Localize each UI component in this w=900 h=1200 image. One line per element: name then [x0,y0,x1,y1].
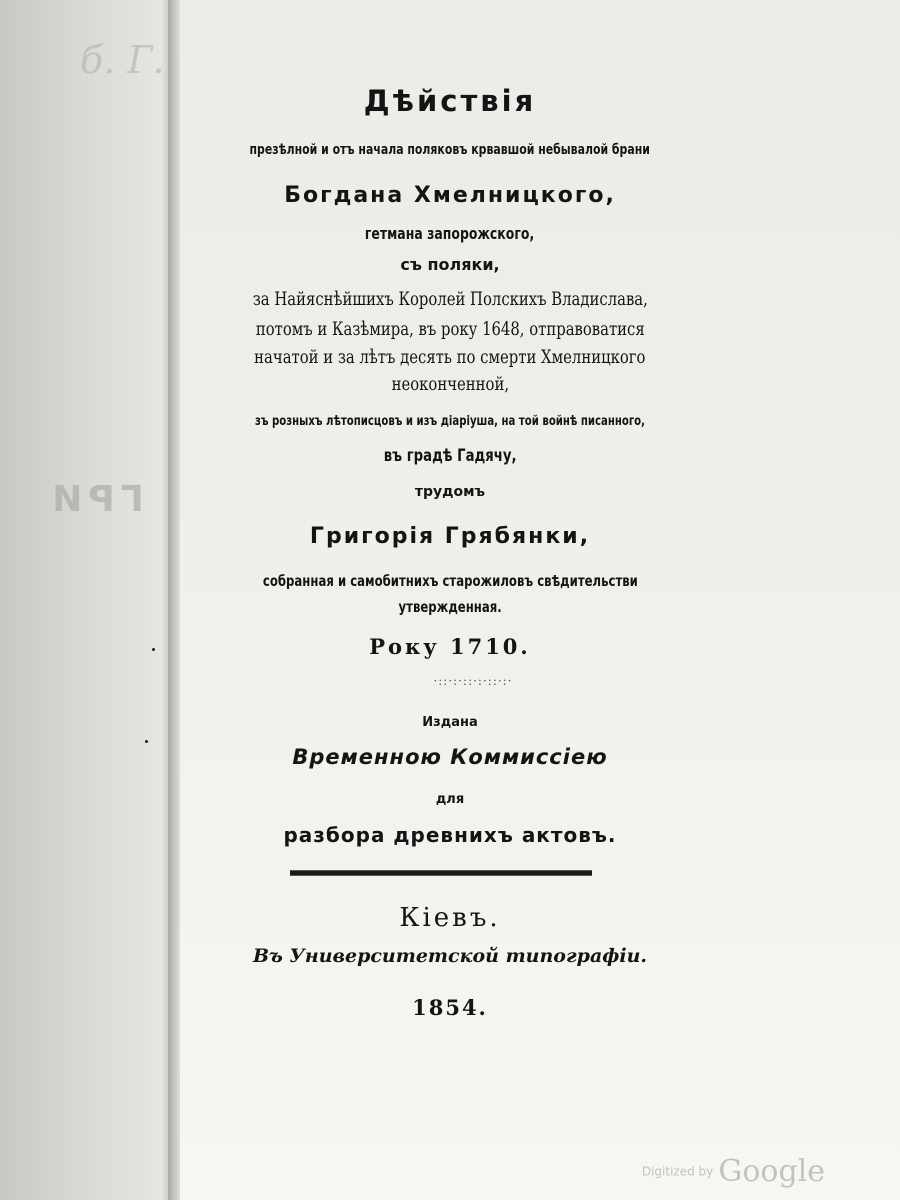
ornament-dots: ·::·:·::·:·::·:· [433,674,513,688]
google-watermark [635,1154,825,1194]
purpose-line: разбора древнихъ актовъ. [283,823,617,847]
subtitle-line-8: утвержденная. [398,598,502,616]
city-line: въ градѣ Гадячу, [383,446,517,466]
speck [145,740,148,743]
subtitle-line-2: за Найяснѣйшихъ Королей Полскихъ Владислава, [252,288,648,310]
printing-press: Въ Университетской типографіи. [252,945,648,967]
left-page-pencil-mark: б. Г. [80,38,165,82]
subtitle-line-1: презѣлной и отъ начала поляковъ крвавшой небывалой брани [249,142,651,158]
digitized-by-text: Digitized by [641,1164,714,1179]
left-page-bleed-through: ГРИ [46,479,144,520]
subtitle-line-6: зъ розныхъ лѣтописцовъ и изъ діаріуша, на той войнѣ писанного, [255,414,645,429]
hetman-name: Богдана Хмелницкого, [284,183,616,208]
hetman-rank: гетмана запорожского, [365,224,535,243]
subtitle-line-4: начатой и за лѣтъ десять по смерти Хмелницкого [254,346,646,368]
google-logo: Google [718,1154,825,1189]
subtitle-line-3: потомъ и Казѣмира, въ року 1648, отправоватися [255,318,645,340]
published-label: Издана [422,715,478,730]
left-page [0,0,175,1200]
author-name: Григорія Грябянки, [309,524,591,549]
divider-rule [290,870,592,876]
book-title: Дѣйствія [363,84,537,118]
subtitle-line-5: неоконченной, [391,373,509,395]
with-poles: съ поляки, [400,255,500,274]
by-label: трудомъ [414,484,486,500]
subtitle-line-7: собранная и самобитнихъ старожиловъ свѣдительстви [262,572,638,590]
publication-place: Кіевъ. [399,903,501,933]
for-label: для [435,792,465,807]
year-1710: Року 1710. [369,634,531,659]
speck [152,648,155,651]
publisher-name: Временною Коммиссіею [292,745,608,769]
publication-year: 1854. [412,995,488,1020]
